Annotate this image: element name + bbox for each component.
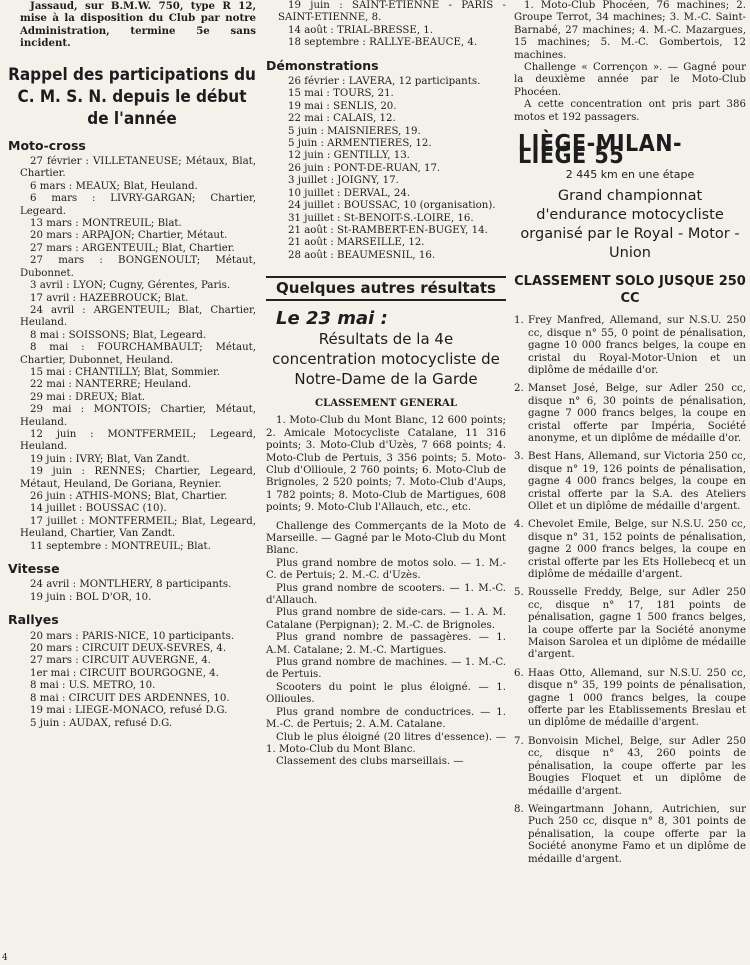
liege-milan-liege-title: LIÈGE-MILAN-LIÈGE 55 [518, 131, 683, 170]
list-item: 31 juillet : St-BENOIT-S.-LOIRE, 16. [288, 212, 474, 224]
column-middle [266, 0, 506, 769]
motocross-title: Moto-cross [8, 137, 86, 153]
result-entry: 1. Frey Manfred, Allemand, sur N.S.U. 250 cc, disque n° 55, 0 point de pénalisation, gagne 10 000 francs belges, la coupe en cristal du Royal-Motor-Union et un diplôme de médaille d'or. [514, 315, 746, 376]
column-right [514, 0, 746, 872]
paragraph: Plus grand nombre de side-cars. — 1. A. M. Catalane (Perpignan); 2. M.-C. de Brignoles. [266, 607, 506, 631]
list-item: 24 avril : MONTLHERY, 8 participants. [30, 579, 232, 591]
list-item: 14 juillet : BOUSSAC (10). [30, 503, 167, 515]
classement-general-title: CLASSEMENT GENERAL [315, 396, 457, 409]
result-entry: 6. Haas Otto, Allemand, sur N.S.U. 250 cc, disque n° 35, 199 points de pénalisation, gagne 1 000 francs belges, la coupe offerte par les Etablissements Breslau et un diplôme de médaille d'argent. [514, 667, 746, 729]
list-item: 10 juillet : DERVAL, 24. [288, 187, 411, 199]
result-entry: 8. Weingartmann Johann, Autrichien, sur Puch 250 cc, disque n° 8, 301 points de pénalisation, la coupe offerte par la Société anonyme Famo et un diplôme de médaille d'argent. [514, 803, 746, 865]
list-item: 8 mai : CIRCUIT DES ARDENNES, 10. [30, 692, 230, 704]
list-item: 27 mars : CIRCUIT AUVERGNE, 4. [30, 655, 211, 667]
demonstrations-title: Démonstrations [266, 57, 379, 73]
list-item: 19 juin : RENNES; Chartier, Legeard, Métaut, Heuland, De Goriana, Reynier. [20, 466, 256, 490]
list-item: 14 août : TRIAL-BRESSE, 1. [288, 24, 434, 36]
paragraph: Plus grand nombre de passagères. — 1. A.M. Catalane; 2. M.-C. Martigues. [266, 632, 506, 656]
list-item: 3 avril : LYON; Cugny, Gérentes, Paris. [30, 280, 231, 292]
result-entry: 7. Bonvoisin Michel, Belge, sur Adler 250 cc, disque n° 43, 260 points de pénalisation, la coupe offerte par les Bougies Floquet et un diplôme de médaille d'argent. [514, 735, 746, 797]
list-item: 13 mars : MONTREUIL; Blat. [30, 218, 182, 230]
list-item: 22 mai : NANTERRE; Heuland. [30, 379, 192, 391]
list-item: 29 mai : DREUX; Blat. [30, 391, 146, 403]
paragraph: Plus grand nombre de conductrices. — 1. M.-C. de Pertuis; 2. A.M. Catalane. [266, 706, 506, 731]
list-item: 18 septembre : RALLYE-BEAUCE, 4. [288, 37, 478, 49]
other-results-title: Quelques autres résultats [266, 276, 506, 300]
list-item: 19 juin : SAINT-ETIENNE - PARIS - SAINT-ETIENNE, 8. [278, 0, 506, 24]
list-item: 11 septembre : MONTREUIL; Blat. [30, 540, 211, 552]
motocross-list [8, 156, 256, 553]
list-item: 19 juin : BOL D'OR, 10. [30, 591, 152, 603]
result-entry: 3. Best Hans, Allemand, sur Victoria 250 cc, disque n° 19, 126 points de pénalisation, gagne 4 000 francs belges, la coupe en cristal offerte par la S.A. des Ateliers Ollet et un diplôme de médaille d'argent. [514, 451, 746, 512]
paragraph: Plus grand nombre de machines. — 1. M.-C. de Pertuis. [266, 657, 506, 681]
list-item: 26 février : LAVERA, 12 participants. [288, 76, 481, 88]
paragraph: A cette concentration ont pris part 386 motos et 192 passagers. [514, 99, 746, 123]
paragraph: Challenge « Corrençon ». — Gagné pour la deuxième année par le Moto-Club Phocéen. [514, 62, 746, 98]
list-item: 20 mars : ARPAJON; Chartier, Métaut. [30, 230, 228, 242]
list-item: 24 juillet : BOUSSAC, 10 (organisation). [288, 200, 496, 212]
list-item: 28 août : BEAUMESNIL, 16. [288, 249, 436, 261]
column-left [8, 0, 256, 730]
list-item: 26 juin : ATHIS-MONS; Blat, Chartier. [30, 491, 228, 502]
list-item: 15 mai : TOURS, 21. [288, 88, 394, 100]
list-item: 12 juin : GENTILLY, 13. [288, 150, 410, 162]
result-entry: 2. Manset José, Belge, sur Adler 250 cc, disque n° 6, 30 points de pénalisation, gagne 7 000 francs belges, la coupe en cristal offerte par Impéria, Société anonyme, et un diplôme de médaille d'or. [514, 383, 746, 444]
list-item: 22 mai : CALAIS, 12. [288, 113, 396, 125]
list-item: 15 mai : CHANTILLY; Blat, Sommier. [30, 366, 220, 378]
list-item: 27 mars : ARGENTEUIL; Blat, Chartier. [30, 242, 235, 254]
page-number: 4 [2, 953, 8, 963]
list-item: 12 juin : MONTFERMEIL; Legeard, Heuland. [20, 428, 256, 453]
list-item: 8 mai : U.S. METRO, 10. [30, 680, 156, 692]
paragraph: 1. Moto-Club du Mont Blanc, 12 600 points; 2. Amicale Motocycliste Catalane, 11 316 points; 3. Moto-Club d'Uzès, 7 668 points; 4. Moto-Club de Pertuis, 3 356 points; 5. Moto-Club d'Ollioule, 2 760 points; 6. Moto-Club de Brignoles, 2 520 points; 7. Moto-Club d'Aups, 1 782 points; 8. Moto-Club de Martigues, 608 points; 9. Moto-Club l'Allauch, etc., etc. [266, 415, 506, 514]
list-item: 29 mai : MONTOIS; Chartier, Métaut, Heuland. [20, 404, 256, 428]
result-entry: 5. Rousselle Freddy, Belge, sur Adler 250 cc, disque n° 17, 181 points de pénalisation, gagne 1 500 francs belges, la coupe offerte par la Société anonyme Maison Sarolea et un diplôme de médaille d'argent. [514, 587, 746, 661]
list-item: 19 juin : IVRY; Blat, Van Zandt. [30, 453, 190, 465]
paragraph: Challenge des Commerçants de la Moto de Marseille. — Gagné par le Moto-Club du Mont Blanc. [266, 520, 506, 557]
result-entry: 4. Chevolet Emile, Belge, sur N.S.U. 250 cc, disque n° 31, 152 points de pénalisation, gagne 2 000 francs belges, la coupe en cristal offerte par les Ets Hollebecq et un diplôme de médaille d'argent. [514, 519, 746, 580]
list-item: 19 mai : LIEGE-MONACO, refusé D.G. [30, 705, 228, 717]
list-item: 21 août : St-RAMBERT-EN-BUGEY, 14. [288, 224, 488, 236]
section-heading: Rappel des participations du C. M. S. N. depuis le début de l'année [8, 64, 256, 129]
rallyes-title: Rallyes [8, 612, 59, 628]
date-heading: Le 23 mai : [276, 307, 388, 329]
list-item: 26 juin : PONT-DE-RUAN, 17. [288, 162, 441, 174]
list-item: 6 mars : LIVRY-GARGAN; Chartier, Legeard. [20, 193, 256, 217]
championship-description: Grand championnat d'endurance motocycliste organisé par le Royal - Motor - Union [520, 188, 740, 262]
event-title: Résultats de la 4e concentration motocycliste de Notre-Dame de la Garde [272, 329, 500, 388]
list-item: 24 avril : ARGENTEUIL; Blat, Chartier, Heuland. [20, 304, 256, 329]
list-item: 27 février : VILLETANEUSE; Métaux, Blat, Chartier. [20, 156, 256, 180]
paragraph: Classement des clubs marseillais. — [276, 756, 464, 768]
list-item: 5 juin : AUDAX, refusé D.G. [30, 717, 173, 729]
list-item: 8 mai : SOISSONS; Blat, Legeard. [30, 329, 207, 341]
paragraph: Plus grand nombre de motos solo. — 1. M.-C. de Pertuis; 2. M.-C. d'Uzès. [266, 557, 506, 582]
distance-subtitle: 2 445 km en une étape [565, 167, 695, 181]
list-item: 5 juin : MAISNIERES, 19. [288, 125, 421, 137]
list-item: 5 juin : ARMENTIERES, 12. [288, 138, 432, 150]
classement-solo-title: CLASSEMENT SOLO JUSQUE 250 CC [514, 274, 746, 307]
list-item: 6 mars : MEAUX; Blat, Heuland. [30, 180, 198, 192]
list-item: 8 mai : FOURCHAMBAULT; Métaut, Chartier, Dubonnet, Heuland. [20, 342, 256, 366]
list-item: 1er mai : CIRCUIT BOURGOGNE, 4. [30, 667, 219, 679]
paragraph: 1. Moto-Club Phocéen, 76 machines; 2. Groupe Terrot, 34 machines; 3. M.-C. Saint-Barnabé, 27 machines; 4. M.-C. Mazargues, 15 machines; 5. M.-C. Gombertois, 12 machines. [514, 0, 746, 61]
list-item: 17 juillet : MONTFERMEIL; Blat, Legeard, Heuland, Chartier, Van Zandt. [20, 515, 256, 540]
list-item: 20 mars : CIRCUIT DEUX-SEVRES, 4. [30, 643, 227, 655]
list-item: 27 mars : BONGENOULT; Métaut, Dubonnet. [20, 255, 256, 279]
list-item: 21 août : MARSEILLE, 12. [288, 237, 425, 249]
paragraph: Plus grand nombre de scooters. — 1. M.-C. d'Allauch. [266, 582, 506, 607]
intro-paragraph: Jassaud, sur B.M.W. 750, type R 12, mise à la disposition du Club par notre Administration, termine 5e sans incident. [20, 0, 256, 50]
list-item: 20 mars : PARIS-NICE, 10 participants. [30, 630, 235, 642]
vitesse-title: Vitesse [8, 561, 60, 577]
list-item: 3 juillet : JOIGNY, 17. [288, 175, 399, 187]
paragraph: Club le plus éloigné (20 litres d'essence). — 1. Moto-Club du Mont Blanc. [266, 731, 506, 755]
list-item: 17 avril : HAZEBROUCK; Blat. [30, 292, 189, 304]
paragraph: Scooters du point le plus éloigné. — 1. Ollioules. [266, 681, 506, 706]
list-item: 19 mai : SENLIS, 20. [288, 100, 397, 112]
